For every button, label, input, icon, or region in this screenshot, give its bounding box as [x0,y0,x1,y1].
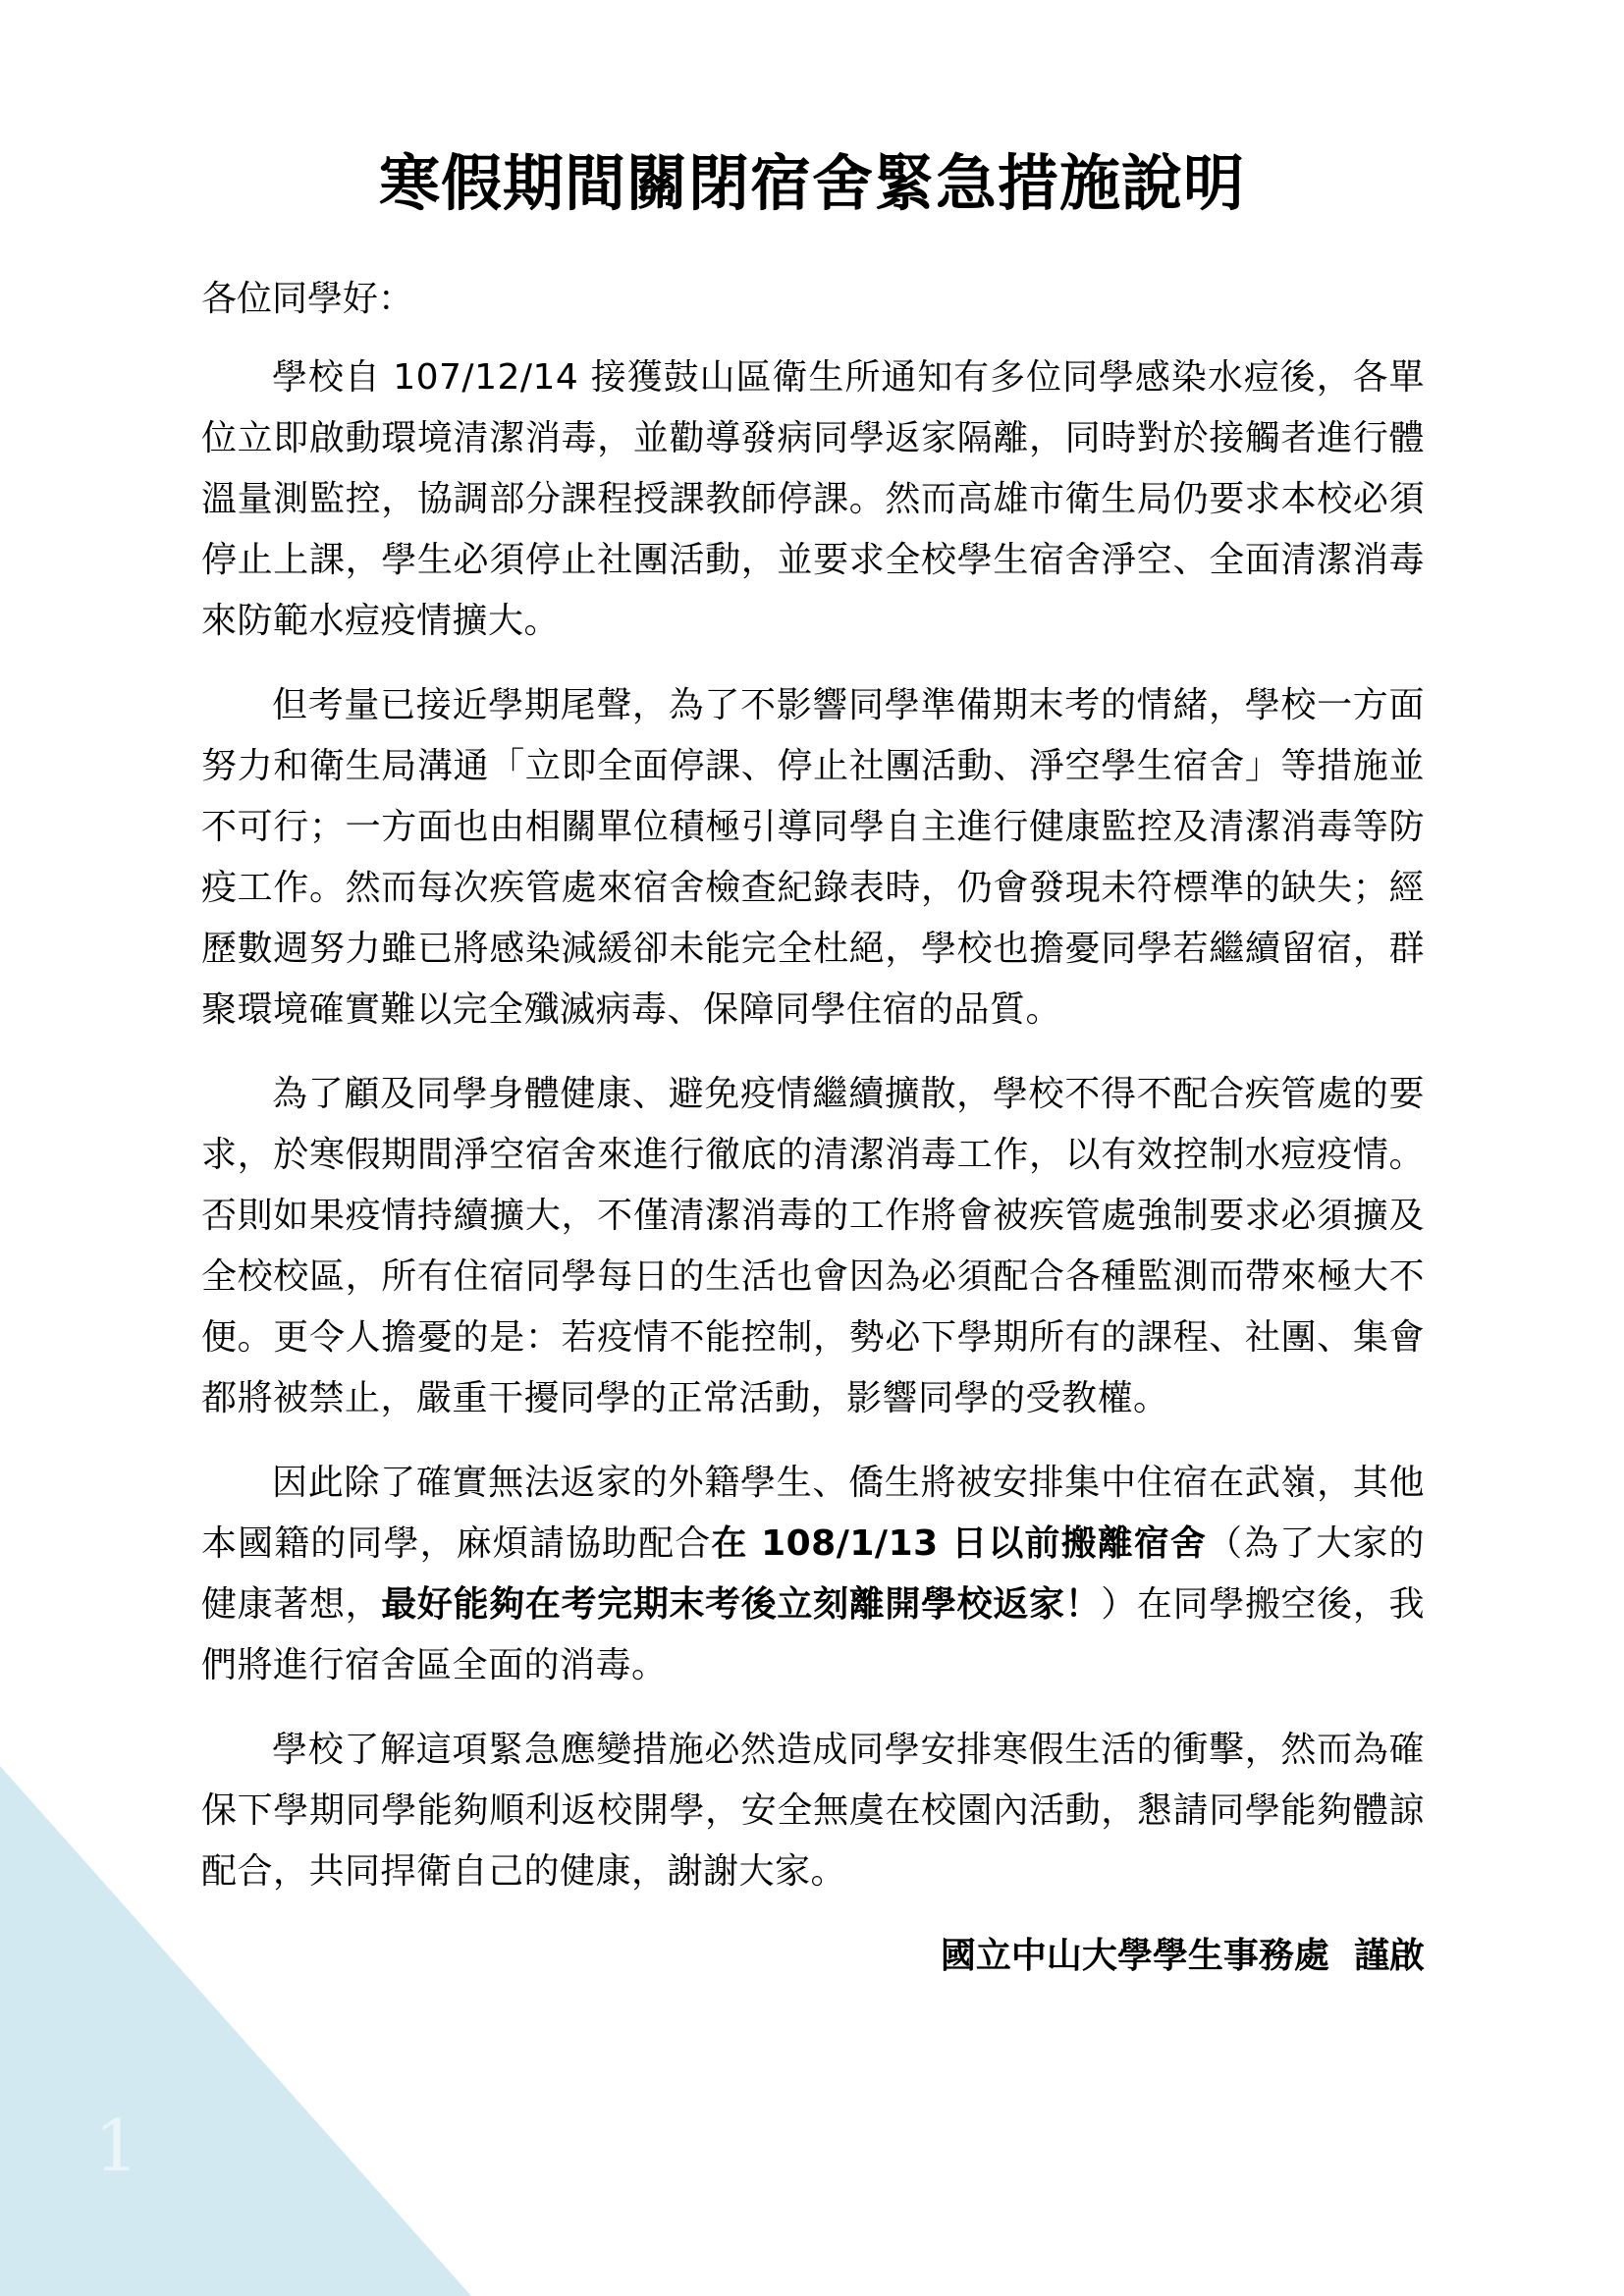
paragraph-5: 學校了解這項緊急應變措施必然造成同學安排寒假生活的衝擊，然而為確保下學期同學能夠順利返校開學，安全無虞在校園內活動，懇請同學能夠體諒配合，共同捍衛自己的健康，謝謝大家。 [201,1730,1425,1892]
document-body [201,269,1425,1987]
move-out-deadline: 在 108/1/13 日以前搬離宿舍 [711,1523,1207,1564]
paragraph-4 [201,1453,1425,1696]
paragraph-3: 為了顧及同學身體健康、避免疫情繼續擴散，學校不得不配合疾管處的要求，於寒假期間淨空宿舍來進行徹底的清潔消毒工作，以有效控制水痘疫情。否則如果疫情持續擴大，不僅清潔消毒的工作將會被疾管處強制要求必須擴及全校校區，所有住宿同學每日的生活也會因為必須配合各種監測而帶來極大不便。更令人擔憂的是：若疫情不能控制，勢必下學期所有的課程、社團、集會都將被禁止，嚴重干擾同學的正常活動，影響同學的受教權。 [201,1074,1425,1418]
paragraph-4-text-1: 因此除了確實無法返家的外籍學生、僑生將被安排集中住宿在武嶺，其他本國籍的同學，麻煩請協助配合 [201,1463,1425,1564]
greeting: 各位同學好： [201,279,414,319]
paragraph-4-text-3: ）在同學搬空後，我們將進行宿舍區全面的消毒。 [201,1584,1425,1685]
paragraph-4-text-2: （為了大家的健康著想， [201,1523,1425,1625]
paragraph-2: 但考量已接近學期尾聲，為了不影響同學準備期末考的情緒，學校一方面努力和衛生局溝通「立即全面停課、停止社團活動、淨空學生宿舍」等措施並不可行；一方面也由相關單位積極引導同學自主進行健康監控及清潔消毒等防疫工作。然而每次疾管處來宿舍檢查紀錄表時，仍會發現未符標準的缺失；經歷數週努力雖已將感染減緩卻未能完全杜絕，學校也擔憂同學若繼續留宿，群聚環境確實難以完全殲滅病毒、保障同學住宿的品質。 [201,685,1425,1030]
page-title: 寒假期間關閉宿舍緊急措施說明 [378,147,1245,219]
leave-after-exam-note: 最好能夠在考完期末考後立刻離開學校返家！ [381,1584,1102,1625]
paragraph-1: 學校自 107/12/14 接獲鼓山區衛生所通知有多位同學感染水痘後，各單位立即啟動環境清潔消毒，並勸導發病同學返家隔離，同時對於接觸者進行體溫量測監控，協調部分課程授課教師停課。然而高雄市衛生局仍要求本校必須停止上課，學生必須停止社團活動，並要求全校學生宿舍淨空、全面清潔消毒來防範水痘疫情擴大。 [201,357,1425,641]
signature: 國立中山大學學生事務處 謹啟 [940,1936,1425,1976]
page-number: 1 [94,2105,139,2187]
